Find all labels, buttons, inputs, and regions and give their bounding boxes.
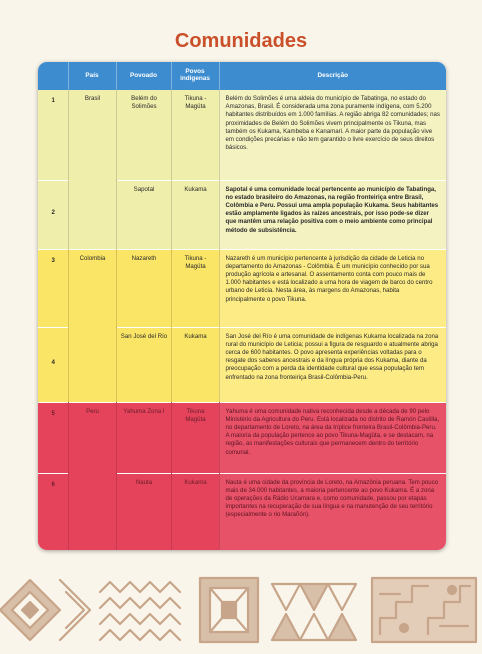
row-village: Belém do Solimões: [116, 90, 171, 180]
indigenous-pattern-band: [0, 570, 482, 654]
table-row: [38, 402, 446, 473]
table-header-row: [38, 62, 446, 90]
table-row: [38, 249, 446, 327]
page-title: Comunidades: [174, 30, 308, 52]
table-row: [38, 90, 446, 180]
row-country: Peru: [68, 402, 116, 550]
row-number: 6: [38, 473, 68, 550]
row-village: Nauta: [116, 473, 171, 550]
row-peoples: Kukama: [171, 473, 219, 550]
row-peoples: Kukama: [171, 327, 219, 402]
row-peoples: Tikuna Magüta: [171, 402, 219, 473]
row-country: Colombia: [68, 249, 116, 402]
row-description: Yahuma é uma comunidade nativa reconhecida desde a década de 90 pelo Ministério da Agricultura do Peru. Está localizada no distrito de Ramón Castilla, no departamento de Loreto, na área da tríplice fronteira Brasil-Colômbia-Peru. A maioria da população pertence ao povo Tikuna-Magüta, e se destacam, na região, as manifestações culturais que permanecem dentro do território comunal.: [219, 402, 446, 473]
row-description: Nazareth é um município pertencente à jurisdição da cidade de Leticia no departamento do Amazonas - Colômbia. É um município conhecido por sua produção agrícola e artesanal. O assentamento conta com pouco mais de 1.000 habitantes e está localizado a uma hora de viagem de barco do centro urbano de Leticia. Nesta área, às margens do Amazonas, habita principalmente o povo Tikuna.: [219, 249, 446, 327]
row-village: San José del Río: [116, 327, 171, 402]
diamond-motif-icon: [0, 580, 90, 640]
row-description: Sapotal é uma comunidade local pertencente ao município de Tabatinga, no estado brasileiro do Amazonas, na região fronteiriça entre Brasil, Colômbia e Peru. Possui uma ampla população Kukama. Seus habitantes estão amplamente ligados às raízes ancestrais, por isso pode-se dizer que mantêm uma relação positiva com o meio ambiente como principal método de subsistência.: [219, 180, 446, 249]
triangle-motif-icon: [272, 584, 356, 640]
header-num: [38, 62, 68, 90]
header-povoado: Povoado: [116, 62, 171, 90]
row-number: 3: [38, 249, 68, 327]
row-peoples: Tikuna - Magüta: [171, 90, 219, 180]
zigzag-motif-icon: [100, 582, 180, 640]
row-country: Brasil: [68, 90, 116, 249]
communities-table-panel: [38, 62, 446, 550]
header-pais: País: [68, 62, 116, 90]
stepped-fret-motif-icon: [372, 578, 476, 642]
row-peoples: Kukama: [171, 180, 219, 249]
row-number: 4: [38, 327, 68, 402]
header-povos: Povos indígenas: [171, 62, 219, 90]
row-number: 5: [38, 402, 68, 473]
header-descricao: Descrição: [317, 71, 349, 79]
row-village: Yahuma Zona I: [116, 402, 171, 473]
row-peoples: Tikuna - Magüta: [171, 249, 219, 327]
row-description: Nauta é uma cidade da província de Loreto, na Amazônia peruana. Tem pouco mais de 34.000 habitantes, a maioria pertencente ao povo Kukama. É a zona de operações da Rádio Ucamara e, como comunidade, passou por etapas importantes na recuperação de sua língua e na manutenção de seu território (especialmente o rio Marañón).: [219, 473, 446, 550]
tribal-pattern-illustration: [0, 570, 482, 654]
row-number: 2: [38, 180, 68, 249]
row-village: Sapotal: [116, 180, 171, 249]
row-village: Nazareth: [116, 249, 171, 327]
communities-table: [38, 62, 446, 550]
row-number: 1: [38, 90, 68, 180]
nested-square-motif-icon: [200, 578, 258, 642]
row-description: San José del Río é uma comunidade de indígenas Kukama localizada na zona rural do município de Leticia; possui a figura de resguardo e atualmente abriga cerca de 600 habitantes. O povo apresenta experiências voltadas para o resgate dos saberes ancestrais e da língua própria dos Kukama, diante da preocupação com a perda da identidade cultural que essa população tem enfrentado na zona fronteiriça Brasil-Colômbia-Peru.: [219, 327, 446, 402]
row-description: Belém do Solimões é uma aldeia do município de Tabatinga, no estado do Amazonas, Brasil. É considerada uma zona puramente indígena, com 5.200 habitantes distribuídos em 1.000 famílias. A região abriga 82 comunidades; nas proximidades de Belém do Solimões vivem principalmente os Tikuna, mas também os Kukama, Kambeba e Kanamari. A maior parte da população vive em condições precárias e não tem garantido o livre exercício de seus direitos básicos.: [219, 90, 446, 180]
